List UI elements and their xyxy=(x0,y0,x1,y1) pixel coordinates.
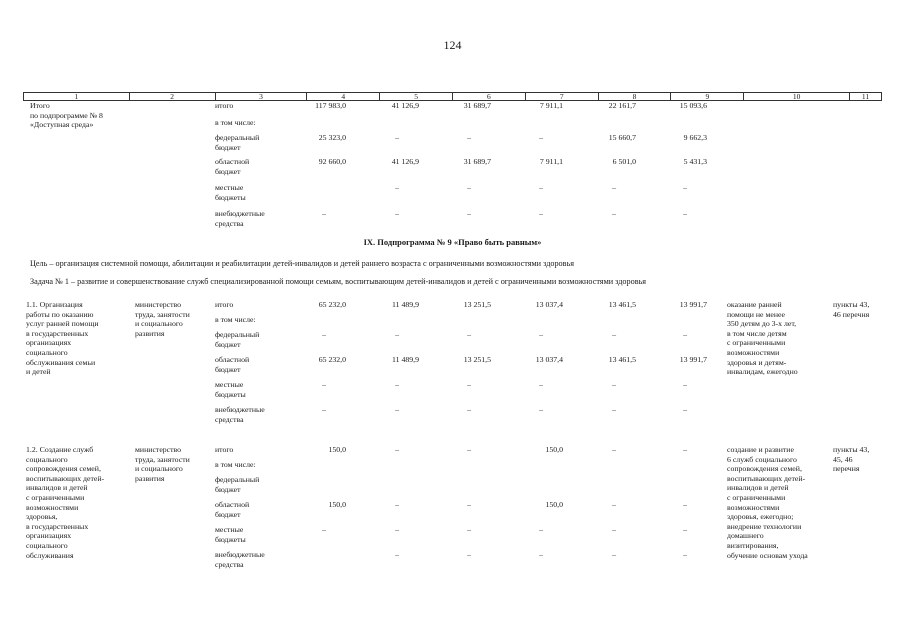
column-number-header xyxy=(23,92,882,101)
column-header-6: 6 xyxy=(453,93,526,100)
item1-value-cell: – xyxy=(683,330,687,339)
item1-name-line: социального xyxy=(26,348,68,357)
itogo_block-value-cell: – xyxy=(612,209,616,218)
item1-name-line: обслуживания семьи xyxy=(26,357,96,367)
item1-value-cell: 13 251,5 xyxy=(463,300,491,309)
item1-value-cell: 65 232,0 xyxy=(318,355,346,364)
item2-points-line: пункты 43, xyxy=(833,445,870,454)
item2-result-line: создание и развитие xyxy=(727,445,794,454)
item1-row-label: в том числе: xyxy=(215,315,256,324)
item1-value-cell: – xyxy=(539,380,543,389)
item1-value-cell: – xyxy=(683,380,687,389)
item2-row-label: внебюджетные xyxy=(215,550,265,559)
itogo_block-value-cell: 22 161,7 xyxy=(608,101,636,110)
column-header-1: 1 xyxy=(24,93,130,100)
item2-value-cell: 150,0 xyxy=(328,445,346,454)
itogo_block-value-cell: – xyxy=(683,183,687,192)
item1-value-cell: – xyxy=(322,405,326,414)
item1-name-line: услуг ранней помощи xyxy=(26,319,99,329)
item2-name-line: социального xyxy=(26,541,68,550)
itogo_block-value-cell: – xyxy=(467,209,471,218)
item2-name-line: в государственных xyxy=(26,521,89,531)
item1-name-line: и детей xyxy=(26,367,51,377)
item2-name-line: социального xyxy=(26,454,68,464)
itogo_block-value-cell: 31 689,7 xyxy=(463,101,491,110)
item2-name-line: воспитывающих детей- xyxy=(26,473,105,483)
itogo_block-value-cell: – xyxy=(612,183,616,192)
itogo_block-name-line: Итого xyxy=(30,101,50,110)
item1-row-label: бюджет xyxy=(215,339,241,349)
item2-value-cell: – xyxy=(612,500,616,509)
itogo_block-name-line: «Доступная среда» xyxy=(30,120,94,130)
itogo_block-row-label: итого xyxy=(215,101,234,110)
item2-row-label: бюджет xyxy=(215,484,241,494)
item2-executor-line: труда, занятости xyxy=(135,454,190,464)
column-header-5: 5 xyxy=(380,93,453,100)
itogo_block-value-cell: 41 126,9 xyxy=(391,101,419,110)
column-header-4: 4 xyxy=(307,93,380,100)
item2-result-line: домашнего xyxy=(727,531,764,541)
item2-name-line: 1.2. Создание служб xyxy=(26,445,94,454)
column-header-7: 7 xyxy=(526,93,599,100)
item1-value-cell: 13 461,5 xyxy=(608,300,636,309)
item2-result-line: обучение основам ухода xyxy=(727,550,808,560)
item2-row-label: бюджеты xyxy=(215,534,246,544)
item1-row-label: бюджеты xyxy=(215,389,246,399)
item2-value-cell: – xyxy=(539,525,543,534)
item1-row-label: внебюджетные xyxy=(215,405,265,414)
item1-value-cell: – xyxy=(612,330,616,339)
item2-points-line: перечня xyxy=(833,464,860,474)
item2-result-line: воспитывающих детей- xyxy=(727,473,806,483)
item1-executor-line: и социального xyxy=(135,319,183,329)
item1-value-cell: 11 489,9 xyxy=(392,355,419,364)
itogo_block-value-cell: – xyxy=(683,209,687,218)
itogo_block-row-label: местные xyxy=(215,183,244,192)
item2-name-line: сопровождения семей, xyxy=(26,464,101,474)
itogo_block-value-cell: 7 911,1 xyxy=(539,101,563,110)
item1-value-cell: – xyxy=(467,405,471,414)
item1-result-line: здоровья и детям- xyxy=(727,357,787,367)
item2-value-cell: 150,0 xyxy=(545,445,563,454)
item1-points-line: 46 перечня xyxy=(833,309,870,319)
column-header-11: 11 xyxy=(861,92,870,101)
itogo_block-value-cell: 92 660,0 xyxy=(318,157,346,166)
item1-value-cell: – xyxy=(467,330,471,339)
item1-value-cell: 13 037,4 xyxy=(535,355,563,364)
item1-value-cell: – xyxy=(683,405,687,414)
item2-name-line: инвалидов и детей xyxy=(26,483,88,493)
itogo_block-value-cell: 41 126,9 xyxy=(391,157,419,166)
item2-value-cell: – xyxy=(539,550,543,559)
item1-name-line: в государственных xyxy=(26,328,89,338)
item2-value-cell: – xyxy=(612,445,616,454)
item1-name-line: 1.1. Организация xyxy=(26,300,83,309)
itogo_block-value-cell: – xyxy=(467,133,471,142)
item2-result-line: сопровождения семей, xyxy=(727,464,802,474)
item1-value-cell: – xyxy=(395,380,399,389)
item1-result-line: 350 детям до 3-х лет, xyxy=(727,319,797,329)
item2-value-cell: – xyxy=(322,525,326,534)
itogo_block-row-label: областной xyxy=(215,157,250,166)
page-number: 124 xyxy=(443,38,462,52)
item2-result-line: инвалидов и детей xyxy=(727,483,789,493)
itogo_block-value-cell: 9 662,3 xyxy=(683,133,707,142)
item1-result-line: с ограниченными xyxy=(727,338,786,348)
item2-name-line: здоровья, xyxy=(26,512,58,522)
column-header-2: 2 xyxy=(130,93,216,100)
itogo_block-value-cell: 7 911,1 xyxy=(539,157,563,166)
item2-result-line: 6 служб социального xyxy=(727,454,797,464)
itogo_block-name-line: по подпрограмме № 8 xyxy=(30,110,103,120)
item1-value-cell: 65 232,0 xyxy=(318,300,346,309)
item2-value-cell: – xyxy=(683,525,687,534)
goal-text: Цель – организация системной помощи, абилитации и реабилитации детей-инвалидов и детей раннего возраста с ограниченными возможностями здоровья xyxy=(30,259,575,268)
item1-name-line: организациях xyxy=(26,338,72,348)
item1-value-cell: 13 037,4 xyxy=(535,300,563,309)
column-header-8: 8 xyxy=(599,93,672,100)
column-header-9: 9 xyxy=(671,93,744,100)
itogo_block-row-label: бюджет xyxy=(215,142,241,152)
item1-row-label: местные xyxy=(215,380,244,389)
item1-executor-line: министерство xyxy=(135,300,182,309)
itogo_block-value-cell: – xyxy=(539,183,543,192)
item2-row-label: федеральный xyxy=(215,475,260,484)
item2-name-line: обслуживания xyxy=(26,550,74,560)
item2-value-cell: 150,0 xyxy=(545,500,563,509)
itogo_block-value-cell: 15 660,7 xyxy=(608,133,636,142)
item1-value-cell: – xyxy=(322,380,326,389)
item2-points-line: 45, 46 xyxy=(833,454,853,464)
item2-value-cell: 150,0 xyxy=(328,500,346,509)
item2-row-label: бюджет xyxy=(215,509,241,519)
item2-value-cell: – xyxy=(683,550,687,559)
section-title: IX. Подпрограмма № 9 «Право быть равным» xyxy=(363,237,542,247)
itogo_block-row-label: бюджет xyxy=(215,166,241,176)
itogo_block-value-cell: 31 689,7 xyxy=(463,157,491,166)
item2-executor-line: развития xyxy=(135,473,165,483)
itogo_block-value-cell: – xyxy=(395,183,399,192)
item2-executor-line: и социального xyxy=(135,464,183,474)
item1-value-cell: 13 251,5 xyxy=(463,355,491,364)
item1-name-line: работы по оказанию xyxy=(26,309,94,319)
item1-value-cell: 13 461,5 xyxy=(608,355,636,364)
itogo_block-row-label: федеральный xyxy=(215,133,260,142)
item1-result-line: возможностями xyxy=(727,348,780,357)
item1-value-cell: – xyxy=(539,405,543,414)
item2-name-line: с ограниченными xyxy=(26,493,85,502)
item2-row-label: в том числе: xyxy=(215,460,256,469)
itogo_block-value-cell: – xyxy=(395,209,399,218)
item2-name-line: возможностями xyxy=(26,502,79,512)
item1-row-label: итого xyxy=(215,300,234,309)
itogo_block-value-cell: – xyxy=(395,133,399,142)
item2-value-cell: – xyxy=(612,550,616,559)
item1-value-cell: – xyxy=(612,405,616,414)
itogo_block-value-cell: 5 431,3 xyxy=(683,157,707,166)
task-text: Задача № 1 – развитие и совершенствование служб специализированной помощи семьям, воспитывающим детей-инвалидов и детей с ограниченными возможностями здоровья xyxy=(30,277,647,286)
item1-executor-line: развития xyxy=(135,328,165,338)
itogo_block-value-cell: – xyxy=(539,209,543,218)
item1-value-cell: – xyxy=(612,380,616,389)
item2-row-label: средства xyxy=(215,559,244,569)
item2-row-label: областной xyxy=(215,500,250,509)
item1-points-line: пункты 43, xyxy=(833,300,870,309)
item2-value-cell: – xyxy=(612,525,616,534)
itogo_block-value-cell: 15 093,6 xyxy=(679,101,707,110)
item1-value-cell: – xyxy=(467,380,471,389)
item2-value-cell: – xyxy=(467,500,471,509)
item1-value-cell: – xyxy=(395,405,399,414)
item2-result-line: возможностями xyxy=(727,502,780,512)
item1-value-cell: – xyxy=(395,330,399,339)
itogo_block-row-label: бюджеты xyxy=(215,192,246,202)
item2-row-label: итого xyxy=(215,445,234,454)
item1-row-label: бюджет xyxy=(215,364,241,374)
item2-value-cell: – xyxy=(395,445,399,454)
item1-result-line: помощи не менее xyxy=(727,309,785,319)
item2-value-cell: – xyxy=(467,525,471,534)
item2-value-cell: – xyxy=(467,445,471,454)
item2-value-cell: – xyxy=(683,500,687,509)
itogo_block-value-cell: 117 983,0 xyxy=(315,101,346,110)
itogo_block-value-cell: 6 501,0 xyxy=(612,157,636,166)
item1-result-line: оказание ранней xyxy=(727,300,782,309)
item1-row-label: областной xyxy=(215,355,250,364)
item2-result-line: внедрение технологии xyxy=(727,521,802,531)
item2-value-cell: – xyxy=(467,550,471,559)
item1-row-label: федеральный xyxy=(215,330,260,339)
column-header-10: 10 xyxy=(744,93,850,100)
item2-name-line: организациях xyxy=(26,531,72,541)
item2-row-label: местные xyxy=(215,525,244,534)
itogo_block-row-label: средства xyxy=(215,218,244,228)
item2-value-cell: – xyxy=(395,525,399,534)
itogo_block-value-cell: – xyxy=(467,183,471,192)
item2-result-line: с ограниченными xyxy=(727,493,786,502)
item2-value-cell: – xyxy=(395,500,399,509)
itogo_block-row-label: внебюджетные xyxy=(215,209,265,218)
item1-value-cell: 13 991,7 xyxy=(679,300,707,309)
itogo_block-value-cell: 25 323,0 xyxy=(318,133,346,142)
item1-value-cell: – xyxy=(539,330,543,339)
itogo_block-value-cell: – xyxy=(539,133,543,142)
item1-value-cell: – xyxy=(322,330,326,339)
item1-result-line: инвалидам, ежегодно xyxy=(727,367,798,377)
item1-executor-line: труда, занятости xyxy=(135,309,190,319)
item2-executor-line: министерство xyxy=(135,445,182,454)
item1-value-cell: 11 489,9 xyxy=(392,300,419,309)
item1-row-label: средства xyxy=(215,414,244,424)
item1-value-cell: 13 991,7 xyxy=(679,355,707,364)
column-header-3: 3 xyxy=(216,93,308,100)
item2-value-cell: – xyxy=(395,550,399,559)
item2-result-line: здоровья, ежегодно; xyxy=(727,512,794,522)
item1-result-line: в том числе детям xyxy=(727,328,787,338)
itogo_block-row-label: в том числе: xyxy=(215,118,256,127)
itogo_block-value-cell: – xyxy=(322,209,326,218)
item2-value-cell: – xyxy=(683,445,687,454)
item2-result-line: визитирования, xyxy=(727,541,779,550)
